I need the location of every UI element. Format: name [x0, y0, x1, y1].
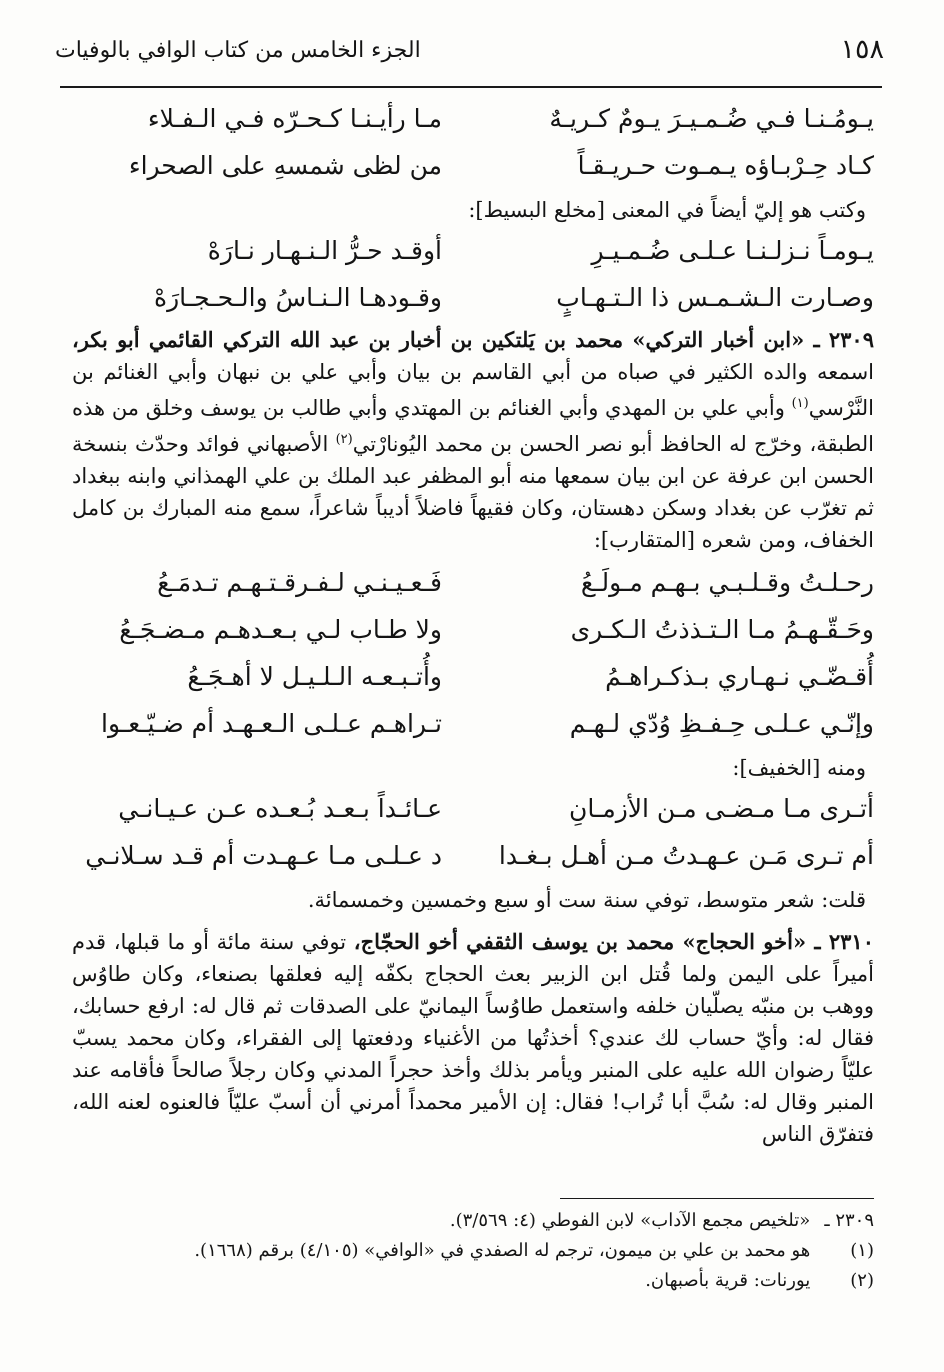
entry-body: الأصبهاني فوائد وحدّث بنسخة الحسن ابن عرفة عن ابن بيان سمعها منه أبو المظفر عبد الملك بن علي الهمذاني وابنه ببغداد ثم تغرّب عن بغداد وسكن دهستان، وكان فقيهاً فاضلاً أديباً شاعراً، سمع منه المبارك بن كامل الخفاف، ومن شعره [المتقارب]: — [72, 432, 874, 552]
verse-line — [72, 609, 874, 656]
verse-line — [72, 788, 874, 835]
footnote — [72, 1236, 874, 1266]
footnote-ref: (١) — [791, 396, 809, 411]
footnote-ref: (٢) — [335, 432, 353, 447]
verse-first-hemistich: وحَـقّـهـمُ مـا الـتـذذتُ الـكـرى — [570, 615, 874, 644]
verse-second-hemistich: مـا رأيـنـا كـحـرّه فـي الـفـلاء — [147, 104, 442, 133]
footnote-number: (٢) — [850, 1270, 874, 1291]
verse-line — [72, 145, 874, 192]
running-title: الجزء الخامس من كتاب الوافي بالوفيات — [55, 38, 421, 63]
entry-2309 — [72, 324, 874, 556]
page-number: ١٥٨ — [840, 34, 884, 65]
verse-second-hemistich: فَـعـيـنـي لـفـرقـتـهـم تـدمَـعُ — [157, 568, 442, 597]
footnote-text: «تلخيص مجمع الآداب» لابن الفوطي (٤: ٣/٥٦٩). — [449, 1210, 811, 1231]
verse-line — [72, 835, 874, 882]
entry-heading: ٢٣١٠ ـ «أخو الحجاج» محمد بن يوسف الثقفي أخو الحجّاج، — [353, 929, 874, 954]
verse-first-hemistich: رحـلـتُ وقـلـبـي بـهـم مـولَـعُ — [580, 568, 874, 597]
main-text — [72, 98, 874, 1150]
verse-second-hemistich: د عـلـى مـا عـهـدت أم قـد سـلانـي — [85, 841, 442, 870]
footnote-text: هو محمد بن علي بن ميمون، ترجم له الصفدي في «الوافي» (٤/١٠٥) برقم (١٦٦٨). — [194, 1240, 811, 1261]
verse-line — [72, 277, 874, 324]
footnote-divider — [560, 1198, 874, 1199]
verse-first-hemistich: أُقـضّـي نـهـاري بـذكـراهـمُ — [605, 662, 874, 691]
verse-second-hemistich: ولا طـاب لـي بـعـدهـم مـضـجَـعُ — [119, 615, 442, 644]
verse-intro: ومنه [الخفيف]: — [732, 756, 866, 780]
verse-intro: وكتب هو إليّ أيضاً في المعنى [مخلع البسيط]: — [468, 198, 866, 222]
footnote — [72, 1266, 874, 1296]
verse-second-hemistich: وأُتـبـعـه الـلـيـل لا أهـجَـعُ — [187, 662, 442, 691]
verse-first-hemistich: وصـارت الـشـمـس ذا الـتـهـابٍ — [556, 283, 874, 312]
footnote-number: (١) — [850, 1240, 874, 1261]
verse-second-hemistich: من لظى شمسهِ على الصحراء — [128, 151, 442, 180]
entry-body: توفي سنة مائة أو ما قبلها، قدم أميراً على اليمن ولما قُتل ابن الزبير بعث الحجاج بكفّه إليه فعلقها بصنعاء، وكان طاوُس ووهب بن منبّه يصلّيان خلفه واستعمل طاوُساً اليمانيّ على الصدقات ثم قال له: ارفع حسابك، فقال له: وأيّ حساب لك عندي؟ أخذتُها من الأغنياء ودفعتها إلى الفقراء، وكان محمد يسبّ عليّاً رضوان الله عليه على المنبر ويأمر بذلك وأخذ حجراً المدني وكان رجلاً صالحاً فأقامه عند المنبر وقال له: سُبَّ أبا تُراب! فقال: إن الأمير محمداً أمرني أن أسبّ عليّاً فالعنوه لعنه الله، فتفرّق الناس — [72, 930, 874, 1146]
verse-first-hemistich: كـاد حِـرْبـاؤه يـمـوت حـريـقـاً — [577, 151, 874, 180]
verse-line — [72, 230, 874, 277]
author-remark: قلت: شعر متوسط، توفي سنة ست أو سبع وخمسين وخمسمائة. — [307, 888, 866, 912]
verse-second-hemistich: عـائـداً بـعـد بُـعـده عـن عـيـانـي — [118, 794, 442, 823]
verse-line — [72, 656, 874, 703]
entry-body: وأبي علي بن المهدي وأبي الغنائم بن المهتدي وأبي طالب بن يوسف وخلق من هذه الطبقة، وخرّج له الحافظ أبو نصر الحسن بن محمد اليُونارْتي — [72, 396, 874, 456]
verse-second-hemistich: وقـودهـا الـنـاسُ والـحـجـارَهْ — [154, 283, 442, 312]
entry-body: اسمعه والده الكثير في صباه من أبي القاسم بن بيان وأبي علي بن نبهان وأبي الغنائم بن النَّرْسي — [72, 360, 874, 420]
footnote — [72, 1206, 874, 1236]
verse-second-hemistich: أوقـد حـرُّ الـنـهـار نـارَهْ — [207, 236, 442, 265]
page-header — [55, 34, 884, 74]
verse-first-hemistich: يـومُـنـا فـي ضُـمـيـرَ يـومٌ كـريـهٌ — [549, 104, 874, 133]
footnote-text: يورنات: قرية بأصبهان. — [645, 1270, 811, 1291]
entry-heading: ٢٣٠٩ ـ «ابن أخبار التركي» محمد بن يَلتكين بن أخبار بن عبد الله التركي القائمي أبو بكر، — [72, 327, 874, 352]
verse-line — [72, 98, 874, 145]
verse-line — [72, 703, 874, 750]
verse-second-hemistich: تـراهـم عـلـى الـعـهـد أم ضـيّـعـوا — [101, 709, 442, 738]
footnotes — [72, 1206, 874, 1296]
header-divider — [60, 86, 882, 88]
verse-first-hemistich: يـومـاً نـزلـنـا عـلـى ضُـمـيـرِ — [591, 236, 874, 265]
verse-first-hemistich: أتـرى مـا مـضـى مـن الأزمـانِ — [569, 794, 874, 823]
entry-2310 — [72, 926, 874, 1150]
footnote-number: ٢٣٠٩ ـ — [824, 1210, 874, 1231]
verse-first-hemistich: وإنّـي عـلـى حِـفـظِ وُدّي لـهـم — [569, 709, 874, 738]
verse-line — [72, 562, 874, 609]
verse-first-hemistich: أم تـرى مَـن عـهـدتُ مـن أهـل بـغـدا — [498, 841, 874, 870]
